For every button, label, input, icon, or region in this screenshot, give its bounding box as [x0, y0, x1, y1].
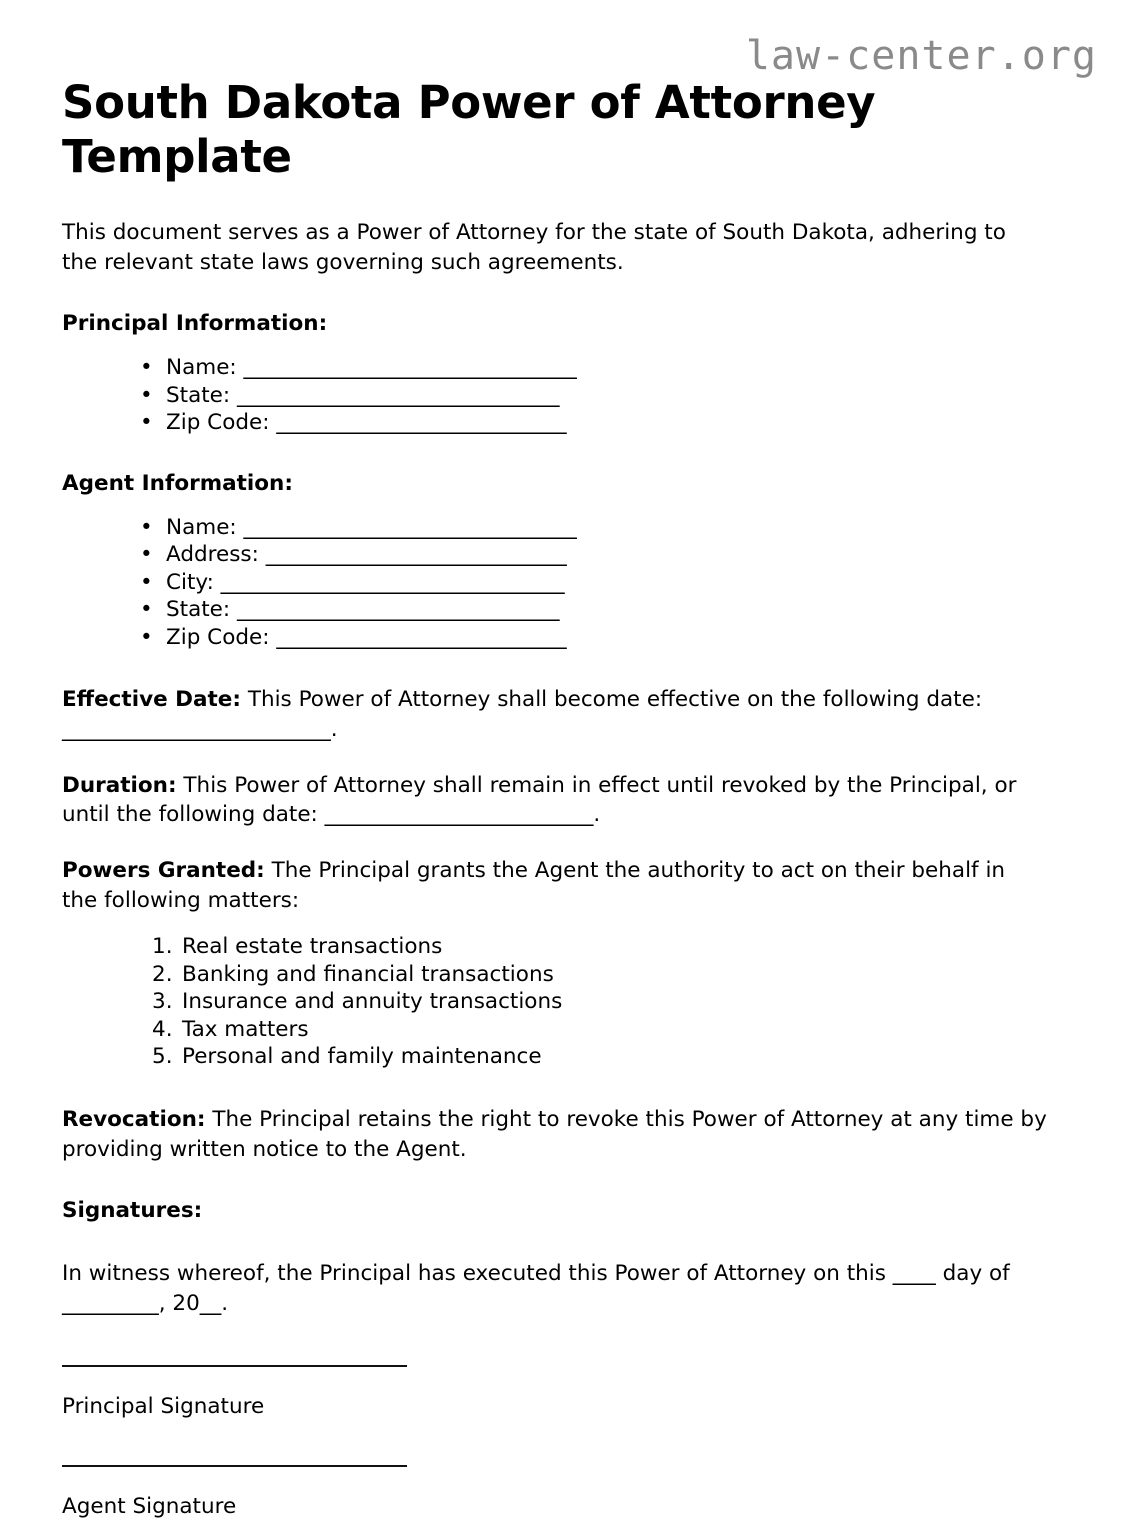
field-row	[140, 354, 1071, 382]
principal-signature-block	[62, 1319, 1071, 1421]
powers-granted-list	[62, 915, 1071, 1071]
list-item: Real estate transactions	[182, 934, 443, 960]
field-label: Name:	[166, 355, 237, 381]
list-item: Banking and financial transactions	[182, 961, 554, 987]
revocation-paragraph	[62, 1071, 1047, 1164]
agent-signature-block	[62, 1421, 1071, 1521]
duration-paragraph	[62, 745, 1047, 830]
field-blank[interactable]: ___________________________	[276, 410, 567, 436]
field-row	[140, 541, 1071, 569]
effective-date-blank[interactable]: _________________________	[62, 717, 331, 743]
revocation-text: The Principal retains the right to revoke this Power of Attorney at any time by providing written notice to the Agent.	[62, 1106, 1047, 1162]
principal-information-heading: Principal Information:	[62, 311, 328, 337]
list-item: Tax matters	[182, 1016, 309, 1042]
effective-date-lead: Effective Date:	[62, 687, 241, 713]
list-item: Personal and family maintenance	[182, 1044, 542, 1070]
duration-lead: Duration:	[62, 772, 177, 798]
field-row	[140, 514, 1071, 542]
field-row	[140, 569, 1071, 597]
field-row	[140, 624, 1071, 652]
principal-signature-label: Principal Signature	[62, 1393, 265, 1419]
duration-period: .	[593, 802, 601, 828]
field-blank[interactable]: _______________________________	[243, 355, 577, 381]
principal-information-fields	[62, 338, 1071, 437]
powers-granted-lead: Powers Granted:	[62, 858, 265, 884]
site-watermark: law-center.org	[745, 33, 1097, 79]
page-title: South Dakota Power of Attorney Template	[62, 76, 876, 183]
field-label: Zip Code:	[166, 624, 270, 650]
field-label: State:	[166, 597, 231, 623]
powers-granted-paragraph	[62, 830, 1047, 915]
duration-blank[interactable]: _________________________	[324, 802, 594, 828]
field-blank[interactable]: ___________________________	[276, 624, 567, 650]
duration-text: This Power of Attorney shall remain in effect until revoked by the Principal, or until the following date:	[62, 772, 1017, 828]
list-item: Insurance and annuity transactions	[182, 989, 563, 1015]
witness-text-before: In witness whereof, the Principal has executed this Power of Attorney on this	[62, 1261, 893, 1287]
powers-granted-text: The Principal grants the Agent the authority to act on their behalf in the following matters:	[62, 858, 1006, 913]
effective-date-period: .	[330, 717, 338, 743]
revocation-lead: Revocation:	[62, 1106, 206, 1132]
field-label: Name:	[166, 514, 237, 540]
witness-year-text: , 20__.	[158, 1290, 229, 1316]
field-label: Zip Code:	[166, 410, 270, 436]
witness-paragraph	[62, 1225, 1047, 1318]
field-blank[interactable]: ________________________________	[220, 569, 565, 595]
agent-information-fields	[62, 498, 1071, 652]
witness-month-blank[interactable]: _________	[62, 1290, 159, 1316]
signatures-heading: Signatures:	[62, 1198, 203, 1224]
effective-date-text: This Power of Attorney shall become effective on the following date:	[240, 687, 983, 713]
field-label: State:	[166, 382, 231, 408]
field-row	[140, 409, 1071, 437]
field-blank[interactable]: _______________________________	[243, 514, 577, 540]
intro-paragraph: This document serves as a Power of Attorney for the state of South Dakota, adhering to the relevant state laws governing such agreements.	[62, 220, 1006, 275]
field-blank[interactable]: ______________________________	[237, 382, 560, 408]
agent-signature-label: Agent Signature	[62, 1493, 237, 1519]
witness-day-blank[interactable]: ____	[892, 1261, 936, 1287]
field-label: City:	[166, 569, 214, 595]
field-blank[interactable]: ____________________________	[265, 542, 567, 568]
witness-text-mid: day of	[935, 1261, 1010, 1287]
field-row	[140, 596, 1071, 624]
field-row	[140, 382, 1071, 410]
field-label: Address:	[166, 542, 259, 568]
effective-date-paragraph	[62, 651, 1047, 744]
field-blank[interactable]: ______________________________	[237, 597, 560, 623]
agent-information-heading: Agent Information:	[62, 470, 293, 496]
